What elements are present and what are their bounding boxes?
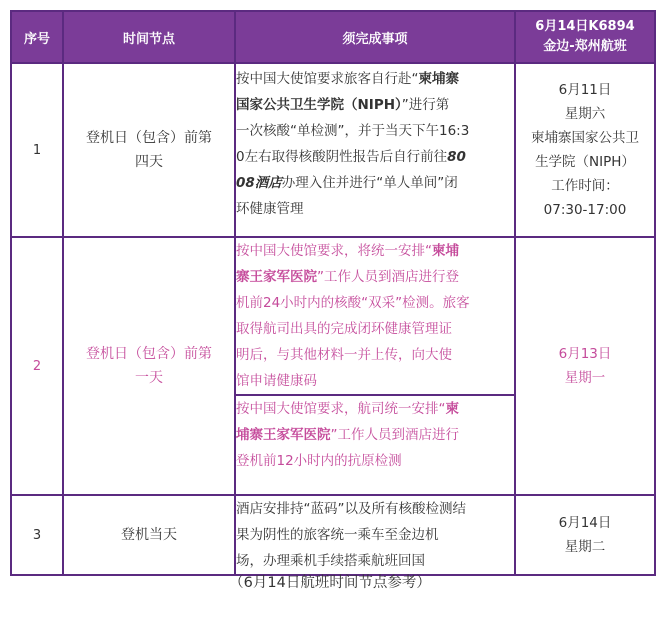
table-row [11,495,655,575]
row1-time-node [63,63,235,237]
header-flight-line2: 金边-郑州航班 [543,39,627,54]
row1-date: 6月11日 星期六 柬埔寨国家公共卫 生学院（NIPH） 工作时间： 07:30-17:00 [515,63,655,237]
table-caption: （6月14日航班时间节点参考） [229,575,431,591]
highlight-military-hospital: 柬埔 [432,243,459,259]
header-flight [515,11,655,63]
header-seq: 序号 [11,11,63,63]
highlight-niph-name: 柬埔寨 [418,71,459,87]
row3-time-node: 登机当天 [63,495,235,575]
table-row [11,63,655,237]
table-header-row [11,11,655,63]
row1-time-line2: 四天 [135,154,163,170]
row2-date: 6月13日 星期一 [515,237,655,495]
highlight-hotel-name-cont: 08酒店 [236,175,282,191]
header-flight-line1: 6月14日K6894 [535,19,635,34]
header-tasks: 须完成事项 [235,11,515,63]
highlight-military-hospital-cont: 寨王家军医院 [236,269,317,285]
row3-seq: 3 [11,495,63,575]
table-row [11,237,655,395]
row1-seq: 1 [11,63,63,237]
highlight-military-hospital-2: 柬 [445,401,459,417]
highlight-hotel-name: 80 [447,149,466,165]
highlight-niph-name-cont: 国家公共卫生学院（NIPH） [236,97,402,113]
row2-task-antigen-test: 按中国大使馆要求，航司统一安排“柬 埔寨王家军医院”工作人员到酒店进行 登机前12小时内的抗原检测 [235,395,515,495]
row1-task: 按中国大使馆要求旅客自行赴“柬埔寨 国家公共卫生学院（NIPH）”进行第 一次核酸“单检测”，并于当天下午16:3 0左右取得核酸阴性报告后自行前往80 08酒店办理入住并进行“单人单间”闭 环健康管理 [235,63,515,237]
row3-date: 6月14日 星期二 [515,495,655,575]
header-time-node: 时间节点 [63,11,235,63]
row3-task: 酒店安排持“蓝码”以及所有核酸检测结 果为阴性的旅客统一乘车至金边机 场，办理乘机手续搭乘航班回国 [235,495,515,575]
row2-seq: 2 [11,237,63,495]
row2-time-node: 登机日（包含）前第 一天 [63,237,235,495]
highlight-military-hospital-2-cont: 埔寨王家军医院 [236,427,331,443]
row2-task-nucleic-test: 按中国大使馆要求，将统一安排“柬埔 寨王家军医院”工作人员到酒店进行登 机前24小时内的核酸“双采”检测。旅客 取得航司出具的完成闭环健康管理证 明后，与其他材料一并上传，向大使 馆申请健康码 [235,237,515,395]
schedule-table [10,10,656,576]
row1-time-line1: 登机日（包含）前第 [86,130,212,146]
